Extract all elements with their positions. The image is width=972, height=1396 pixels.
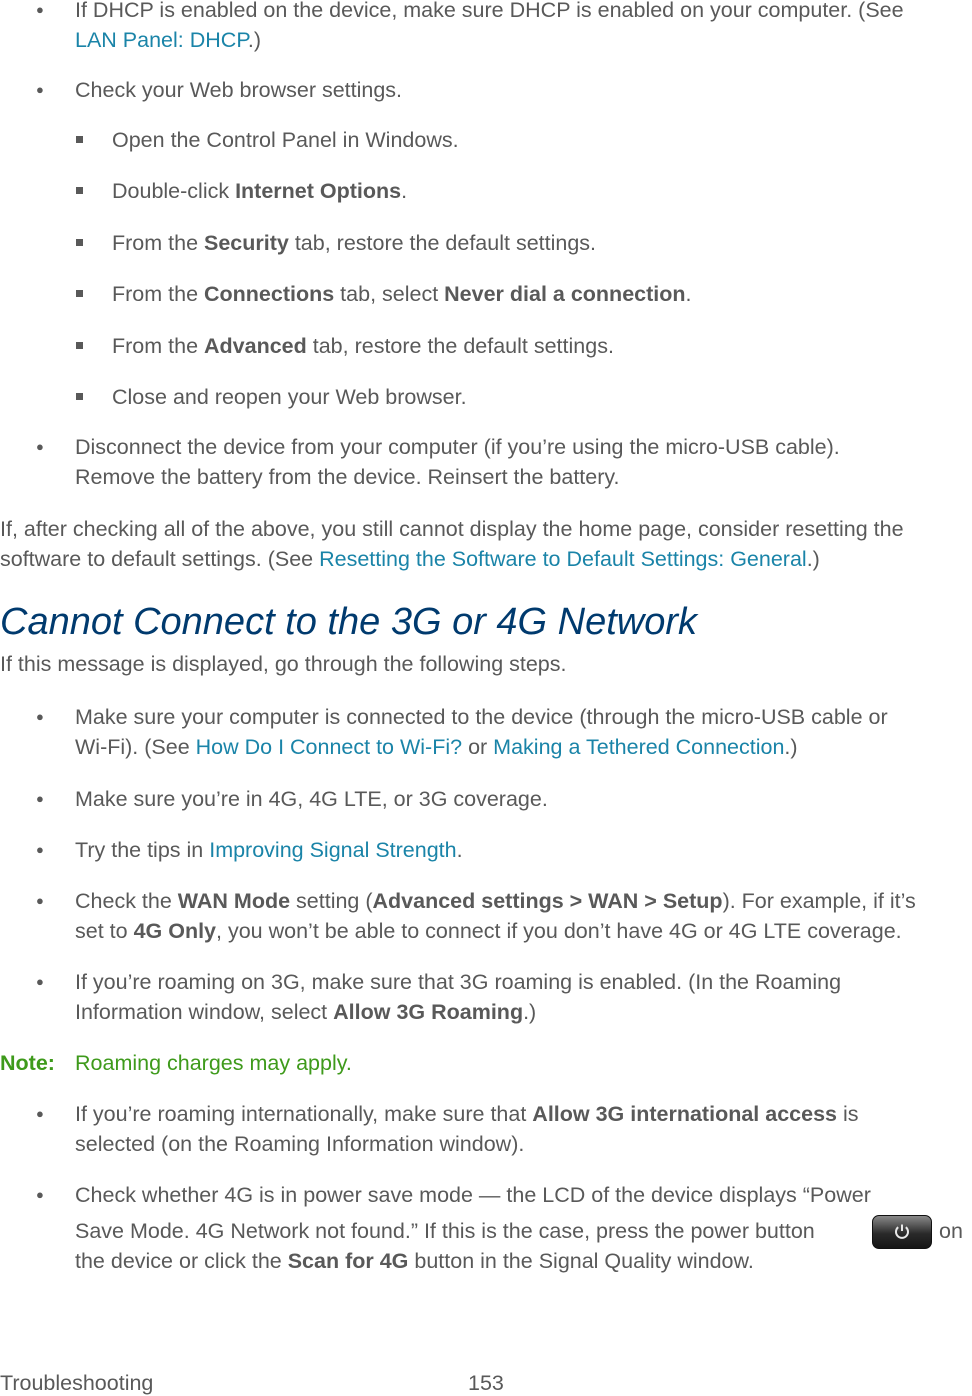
tethered-connection-link[interactable]: Making a Tethered Connection: [493, 735, 785, 759]
disconnect-bullet-line2: Remove the battery from the device. Reinsert the battery.: [75, 465, 620, 489]
bullet-dot: ●: [36, 791, 44, 806]
wan-mode-bullet-line1: Check the WAN Mode setting (Advanced settings > WAN > Setup). For example, if it’s: [75, 889, 916, 913]
lan-panel-dhcp-link[interactable]: LAN Panel: DHCP: [75, 28, 248, 52]
footer-page-number: 153: [468, 1371, 504, 1395]
square-bullet: [76, 136, 83, 143]
roaming-bullet-line2: Information window, select Allow 3G Roaming.): [75, 1000, 537, 1024]
power-save-bullet-line1: Check whether 4G is in power save mode — the LCD of the device displays “Power: [75, 1183, 871, 1207]
power-symbol-icon: [893, 1223, 911, 1241]
bullet-dot: ●: [36, 1106, 44, 1121]
wan-mode-bullet-line2: set to 4G Only, you won’t be able to connect if you don’t have 4G or 4G LTE coverage.: [75, 919, 902, 943]
bullet-dot: ●: [36, 1187, 44, 1202]
bullet-dot: ●: [36, 842, 44, 857]
coverage-bullet: Make sure you’re in 4G, 4G LTE, or 3G coverage.: [75, 787, 548, 811]
reset-paragraph-line2: software to default settings. (See Resetting the Software to Default Settings: General.): [0, 547, 820, 571]
sub-item: Close and reopen your Web browser.: [112, 385, 467, 409]
power-save-bullet-line3: the device or click the Scan for 4G button in the Signal Quality window.: [75, 1249, 754, 1273]
bullet-dot: ●: [36, 82, 44, 97]
sub-item: From the Connections tab, select Never dial a connection.: [112, 282, 692, 306]
power-save-on-text: on: [939, 1219, 963, 1243]
bullet-dot: ●: [36, 2, 44, 17]
wifi-connect-link[interactable]: How Do I Connect to Wi-Fi?: [195, 735, 463, 759]
note-label: Note:: [0, 1051, 55, 1075]
roaming-bullet-line1: If you’re roaming on 3G, make sure that 3G roaming is enabled. (In the Roaming: [75, 970, 842, 994]
square-bullet: [76, 239, 83, 246]
dhcp-bullet-line1: If DHCP is enabled on the device, make sure DHCP is enabled on your computer. (See: [75, 0, 904, 22]
footer-section: Troubleshooting: [0, 1371, 154, 1395]
improving-signal-link[interactable]: Improving Signal Strength: [209, 838, 457, 862]
bullet-dot: ●: [36, 974, 44, 989]
power-save-bullet-line2: Save Mode. 4G Network not found.” If this is the case, press the power button: [75, 1219, 815, 1243]
section-intro: If this message is displayed, go through the following steps.: [0, 652, 567, 676]
connected-bullet-line1: Make sure your computer is connected to the device (through the micro-USB cable or: [75, 705, 888, 729]
dhcp-bullet-line2: LAN Panel: DHCP.): [75, 28, 262, 52]
reset-paragraph-line1: If, after checking all of the above, you still cannot display the home page, consider resetting the: [0, 517, 904, 541]
section-heading: Cannot Connect to the 3G or 4G Network: [0, 601, 698, 643]
sub-item: Open the Control Panel in Windows.: [112, 128, 459, 152]
square-bullet: [76, 290, 83, 297]
resetting-software-link[interactable]: Resetting the Software to Default Settings: General: [319, 547, 807, 571]
bullet-dot: ●: [36, 439, 44, 454]
bullet-dot: ●: [36, 709, 44, 724]
square-bullet: [76, 393, 83, 400]
disconnect-bullet-line1: Disconnect the device from your computer (if you’re using the micro-USB cable).: [75, 435, 840, 459]
signal-tips-bullet: Try the tips in Improving Signal Strength.: [75, 838, 463, 862]
connected-bullet-line2: Wi-Fi). (See How Do I Connect to Wi-Fi? or Making a Tethered Connection.): [75, 735, 798, 759]
intl-roaming-bullet-line2: selected (on the Roaming Information window).: [75, 1132, 525, 1156]
sub-item: Double-click Internet Options.: [112, 179, 408, 203]
power-button-icon: [872, 1215, 932, 1249]
browser-settings-bullet: Check your Web browser settings.: [75, 78, 403, 102]
sub-item: From the Advanced tab, restore the default settings.: [112, 334, 614, 358]
sub-item: From the Security tab, restore the default settings.: [112, 231, 597, 255]
note-text: Roaming charges may apply.: [75, 1051, 352, 1075]
square-bullet: [76, 187, 83, 194]
note: [0, 1050, 55, 1076]
intl-roaming-bullet-line1: If you’re roaming internationally, make sure that Allow 3G international access is: [75, 1102, 859, 1126]
square-bullet: [76, 342, 83, 349]
bullet-dot: ●: [36, 893, 44, 908]
